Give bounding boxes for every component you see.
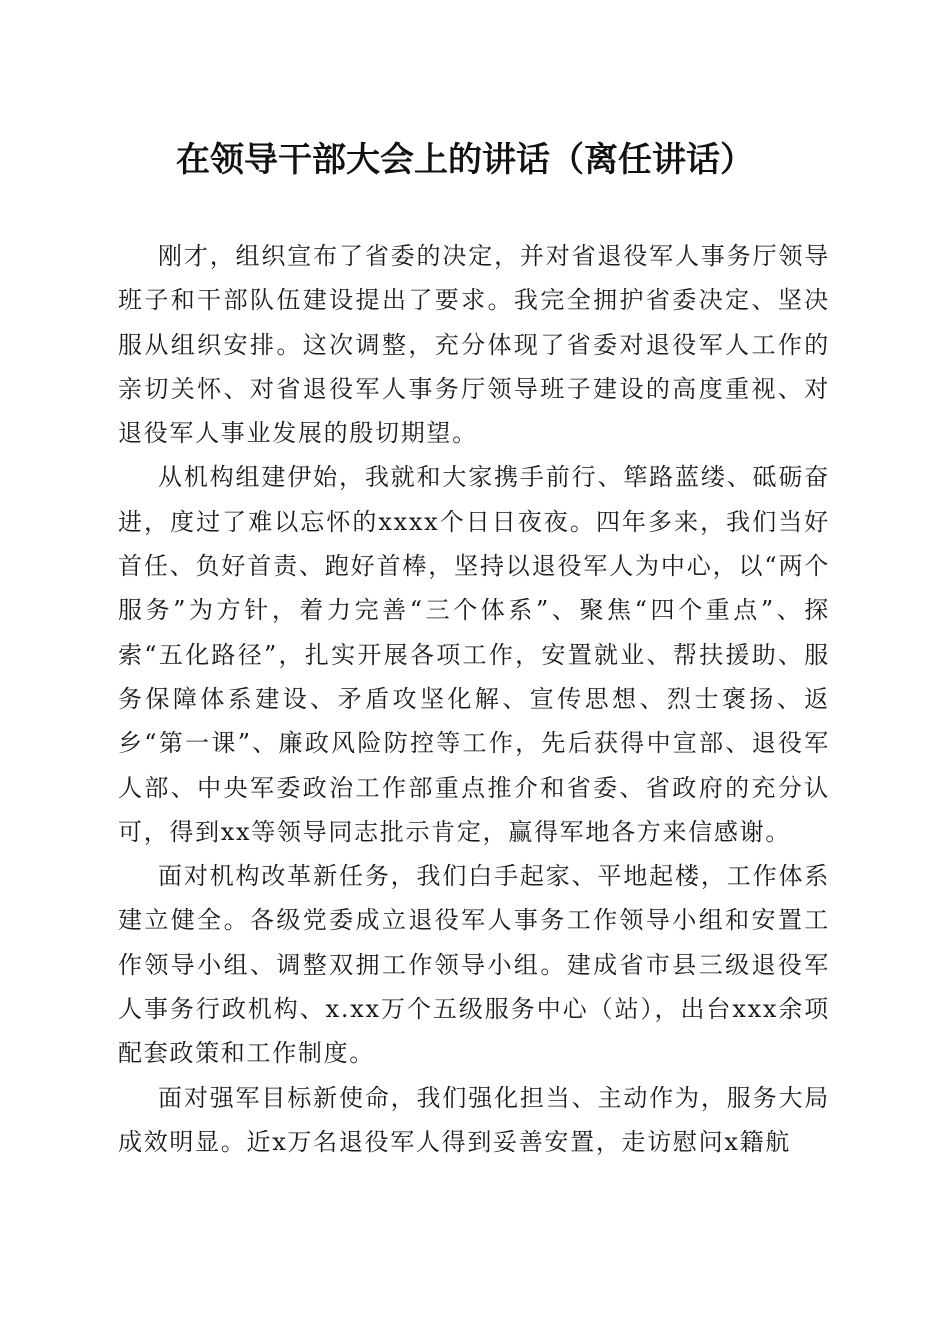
paragraph-2: 从机构组建伊始，我就和大家携手前行、筚路蓝缕、砥砺奋进，度过了难以忘怀的xxxx个日日夜夜。四年多来，我们当好首任、负好首责、跑好首棒，坚持以退役军人为中心，以“两个服务”为方针，着力完善“三个体系”、聚焦“四个重点”、探索“五化路径”，扎实开展各项工作，安置就业、帮扶援助、服务保障体系建设、矛盾攻坚化解、宣传思想、烈士褒扬、返乡“第一课”、廉政风险防控等工作，先后获得中宣部、退役军人部、中央军委政治工作部重点推介和省委、省政府的充分认可，得到xx等领导同志批示肯定，赢得军地各方来信感谢。: [118, 463, 830, 846]
paragraph-1: 刚才，组织宣布了省委的决定，并对省退役军人事务厅领导班子和干部队伍建设提出了要求。我完全拥护省委决定、坚决服从组织安排。这次调整，充分体现了省委对退役军人工作的亲切关怀、对省退役军人事务厅领导班子建设的高度重视、对退役军人事业发展的殷切期望。: [118, 242, 830, 448]
document-title: 在领导干部大会上的讲话（离任讲话）: [176, 140, 754, 180]
paragraph-3: 面对机构改革新任务，我们白手起家、平地起楼，工作体系建立健全。各级党委成立退役军人事务工作领导小组和安置工作领导小组、调整双拥工作领导小组。建成省市县三级退役军人事务行政机构、x.xx万个五级服务中心（站），出台xxx余项配套政策和工作制度。: [118, 862, 830, 1068]
paragraph-4: 面对强军目标新使命，我们强化担当、主动作为，服务大局成效明显。近x万名退役军人得到妥善安置，走访慰问x籍航: [118, 1083, 830, 1156]
document-body: [118, 234, 830, 1164]
